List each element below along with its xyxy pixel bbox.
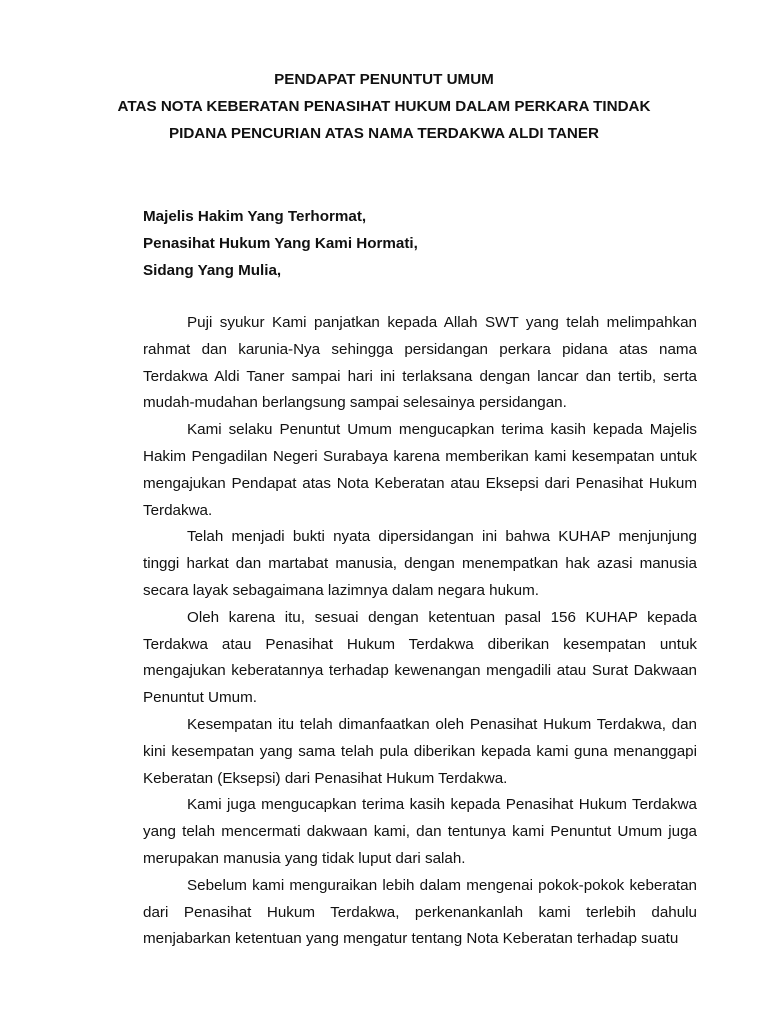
- body-paragraph: Sebelum kami menguraikan lebih dalam mengenai pokok-pokok keberatan dari Penasihat Hukum Terdakwa, perkenankanlah kami terlebih dahulu menjabarkan ketentuan yang mengatur tentang Nota Keberatan terhadap suatu: [143, 876, 697, 948]
- salutation-block: [143, 203, 418, 284]
- body-paragraph: Telah menjadi bukti nyata dipersidangan ini bahwa KUHAP menjunjung tinggi harkat dan martabat manusia, dengan menempatkan hak azasi manusia secara layak sebagaimana lazimnya dalam negara hukum.: [143, 528, 697, 599]
- salutation-counsel: Penasihat Hukum Yang Kami Hormati,: [143, 235, 418, 252]
- body-paragraph: Oleh karena itu, sesuai dengan ketentuan pasal 156 KUHAP kepada Terdakwa atau Penasihat Hukum Terdakwa diberikan kesempatan untuk mengajukan keberatannya terhadap kewenangan mengadili atau Surat Dakwaan Penuntut Umum.: [143, 608, 697, 707]
- title-line: PIDANA PENCURIAN ATAS NAMA TERDAKWA ALDI TANER: [168, 125, 599, 142]
- title-line: PENDAPAT PENUNTUT UMUM: [274, 71, 494, 88]
- body-paragraph: Kami juga mengucapkan terima kasih kepada Penasihat Hukum Terdakwa yang telah mencermati dakwaan kami, dan tentunya kami Penuntut Umum juga merupakan manusia yang tidak luput dari salah.: [143, 796, 697, 867]
- document-title: [100, 66, 668, 147]
- body-paragraph: Kami selaku Penuntut Umum mengucapkan terima kasih kepada Majelis Hakim Pengadilan Negeri Surabaya karena memberikan kami kesempatan untuk mengajukan Pendapat atas Nota Keberatan atau Eksepsi dari Penasihat Hukum Terdakwa.: [143, 421, 697, 519]
- salutation-judges: Majelis Hakim Yang Terhormat,: [143, 208, 367, 225]
- document-body: [143, 310, 697, 953]
- title-line: ATAS NOTA KEBERATAN PENASIHAT HUKUM DALAM PERKARA TINDAK: [117, 98, 651, 115]
- body-paragraph: Kesempatan itu telah dimanfaatkan oleh Penasihat Hukum Terdakwa, dan kini kesempatan yang sama telah pula diberikan kepada kami guna menanggapi Keberatan (Eksepsi) dari Penasihat Hukum Terdakwa.: [143, 715, 697, 787]
- salutation-court: Sidang Yang Mulia,: [143, 262, 282, 279]
- body-paragraph: Puji syukur Kami panjatkan kepada Allah SWT yang telah melimpahkan rahmat dan karunia-Nya sehingga persidangan perkara pidana atas nama Terdakwa Aldi Taner sampai hari ini terlaksana dengan lancar dan tertib, serta mudah-mudahan berlangsung sampai selesainya persidangan.: [143, 314, 697, 412]
